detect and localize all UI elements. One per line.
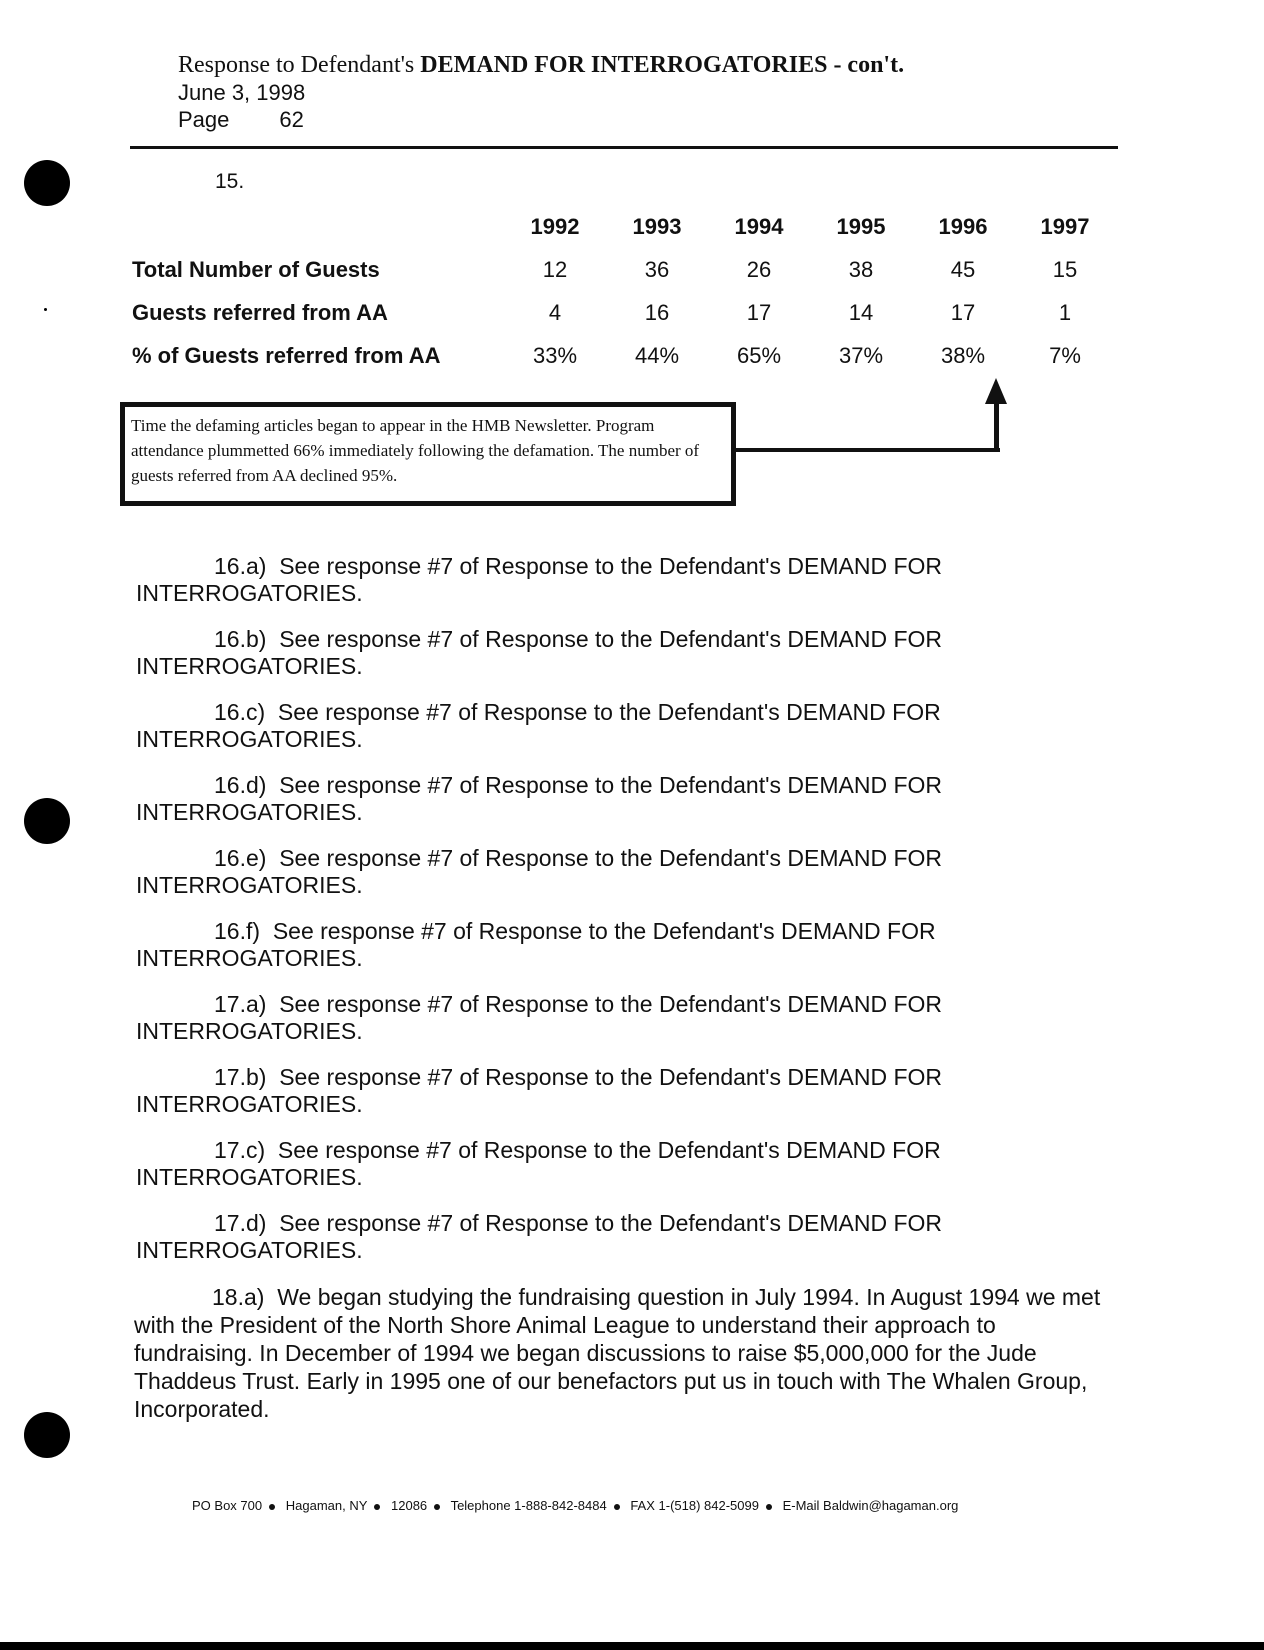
response-continuation: INTERROGATORIES. <box>136 1164 363 1190</box>
bullet-icon <box>614 1504 620 1510</box>
bullet-icon <box>434 1504 440 1510</box>
response-number: 17.b) <box>214 1064 267 1090</box>
response-18a <box>134 1283 1114 1423</box>
response-number: 16.d) <box>214 772 267 798</box>
year-header: 1992 <box>530 213 580 239</box>
response-number: 16.e) <box>214 845 267 871</box>
footer-fax: FAX 1-(518) 842-5099 <box>630 1498 759 1513</box>
table-cell: 38% <box>940 342 986 368</box>
response-number: 16.f) <box>214 918 261 944</box>
response-item <box>136 1210 1106 1264</box>
table-cell: 44% <box>634 342 680 368</box>
response-text: See response #7 of Response to the Defendant's DEMAND FOR <box>279 845 943 871</box>
response-first-line <box>136 918 1106 945</box>
table-cell: 17 <box>950 299 976 325</box>
callout-box: Time the defaming articles began to appear in the HMB Newsletter. Program attendance plummetted 66% immediately following the defamation. The number of guests referred from AA declined 95%. <box>120 402 736 506</box>
page-number: 62 <box>279 107 304 132</box>
response-continuation: INTERROGATORIES. <box>136 1018 363 1044</box>
guest-stats-table <box>132 205 1116 377</box>
header-title-prefix: Response to Defendant's <box>178 52 421 78</box>
page-label: Page <box>178 107 230 132</box>
year-header: 1994 <box>734 213 784 239</box>
response-number: 17.c) <box>214 1137 266 1163</box>
year-header: 1995 <box>836 213 886 239</box>
header-rule <box>130 146 1118 149</box>
year-header: 1996 <box>938 213 988 239</box>
footer-email: E-Mail Baldwin@hagaman.org <box>782 1498 959 1513</box>
response-item <box>136 845 1106 899</box>
table-header-row <box>132 205 1116 248</box>
row-label: Total Number of Guests <box>132 256 380 282</box>
response-item <box>136 1137 1106 1191</box>
response-text: See response #7 of Response to the Defendant's DEMAND FOR <box>279 1210 943 1236</box>
table-cell: 14 <box>848 299 874 325</box>
response-continuation: INTERROGATORIES. <box>136 872 363 898</box>
response-text: See response #7 of Response to the Defendant's DEMAND FOR <box>279 626 943 652</box>
table-cell: 38 <box>848 256 874 282</box>
table-cell: 1 <box>1058 299 1072 325</box>
response-continuation: INTERROGATORIES. <box>136 799 363 825</box>
table-cell: 4 <box>548 299 562 325</box>
header-title-bold: DEMAND FOR INTERROGATORIES <box>420 52 828 78</box>
punch-hole-icon <box>24 160 70 206</box>
response-first-line <box>136 1137 1106 1164</box>
response-first-line <box>136 626 1106 653</box>
response-number: 16.c) <box>214 699 266 725</box>
year-header: 1997 <box>1040 213 1090 239</box>
response-item <box>136 553 1106 607</box>
response-first-line <box>136 699 1106 726</box>
response-item <box>136 699 1106 753</box>
callout-connector <box>994 400 999 452</box>
table-cell: 26 <box>746 256 772 282</box>
response-item <box>136 626 1106 680</box>
punch-hole-icon <box>24 798 70 844</box>
bullet-icon <box>766 1504 772 1510</box>
header-title-suffix: - con't. <box>827 52 905 78</box>
response-text: See response #7 of Response to the Defendant's DEMAND FOR <box>277 1137 941 1163</box>
response-first-line <box>136 991 1106 1018</box>
punch-hole-icon <box>24 1412 70 1458</box>
response-number: 17.d) <box>214 1210 267 1236</box>
bullet-icon <box>374 1504 380 1510</box>
footer-zip: 12086 <box>391 1498 428 1513</box>
document-header <box>178 52 904 133</box>
response-continuation: INTERROGATORIES. <box>136 1237 363 1263</box>
footer-po-box: PO Box 700 <box>192 1498 263 1513</box>
response-item <box>136 772 1106 826</box>
response-number: 17.a) <box>214 991 267 1017</box>
response-text: See response #7 of Response to the Defendant's DEMAND FOR <box>277 699 941 725</box>
response-continuation: INTERROGATORIES. <box>136 653 363 679</box>
response-text: See response #7 of Response to the Defendant's DEMAND FOR <box>279 991 943 1017</box>
table-cell: 33% <box>532 342 578 368</box>
response-text: We began studying the fundraising question in July 1994. In August 1994 we met with the President of the North Shore Animal League to understand their approach to fundraising. In December of 1994 we began discussions to raise $5,000,000 for the Jude Thaddeus Trust. Early in 1995 one of our benefactors put us in touch with The Whalen Group, Incorporated. <box>134 1284 1101 1422</box>
response-first-line <box>136 1210 1106 1237</box>
response-number: 16.b) <box>214 626 267 652</box>
response-item <box>136 1064 1106 1118</box>
table-cell: 12 <box>542 256 568 282</box>
response-first-line <box>136 772 1106 799</box>
callout-connector <box>736 448 1000 452</box>
arrow-up-icon <box>985 378 1007 404</box>
response-text: See response #7 of Response to the Defendant's DEMAND FOR <box>279 553 943 579</box>
response-text: See response #7 of Response to the Defendant's DEMAND FOR <box>279 772 943 798</box>
scan-edge <box>0 1642 1264 1650</box>
response-continuation: INTERROGATORIES. <box>136 726 363 752</box>
footer-city: Hagaman, NY <box>285 1498 368 1513</box>
response-text: See response #7 of Response to the Defendant's DEMAND FOR <box>272 918 936 944</box>
table-cell: 15 <box>1052 256 1078 282</box>
response-item <box>136 991 1106 1045</box>
table-row <box>132 334 1116 377</box>
row-label: Guests referred from AA <box>132 299 388 325</box>
response-continuation: INTERROGATORIES. <box>136 945 363 971</box>
response-text: See response #7 of Response to the Defendant's DEMAND FOR <box>279 1064 943 1090</box>
response-first-line <box>136 553 1106 580</box>
footer-telephone: Telephone 1-888-842-8484 <box>450 1498 607 1513</box>
response-item <box>136 918 1106 972</box>
bullet-icon <box>269 1504 275 1510</box>
response-first-line <box>136 1064 1106 1091</box>
year-header: 1993 <box>632 213 682 239</box>
response-continuation: INTERROGATORIES. <box>136 1091 363 1117</box>
table-cell: 7% <box>1049 342 1081 368</box>
response-number: 16.a) <box>214 553 267 579</box>
row-label: % of Guests referred from AA <box>132 342 441 368</box>
table-cell: 36 <box>644 256 670 282</box>
table-cell: 65% <box>736 342 782 368</box>
table-cell: 37% <box>838 342 884 368</box>
response-number: 18.a) <box>212 1284 265 1310</box>
header-date: June 3, 1998 <box>178 80 306 105</box>
response-continuation: INTERROGATORIES. <box>136 580 363 606</box>
question-15-number: 15. <box>215 170 245 193</box>
table-cell: 45 <box>950 256 976 282</box>
table-row <box>132 291 1116 334</box>
response-first-line <box>136 845 1106 872</box>
table-cell: 16 <box>644 299 670 325</box>
footer-contact <box>192 1498 958 1513</box>
header-page <box>178 106 904 133</box>
header-title <box>178 52 904 79</box>
scan-speck <box>44 308 47 311</box>
table-row <box>132 248 1116 291</box>
table-cell: 17 <box>746 299 772 325</box>
